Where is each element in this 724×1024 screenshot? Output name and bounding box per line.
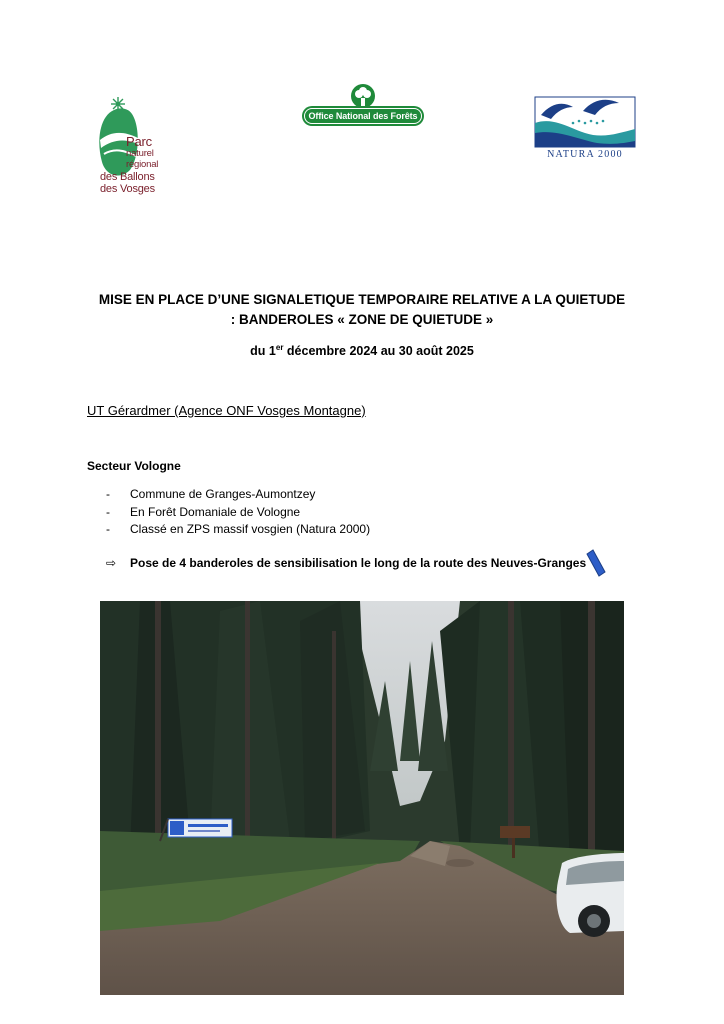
list-item [106, 521, 370, 539]
document-title [70, 290, 654, 330]
parc-name-line1: Parc [126, 134, 152, 149]
list-item-text: Classé en ZPS massif vosgien (Natura 2000) [130, 522, 371, 536]
title-line1: MISE EN PLACE D’UNE SIGNALETIQUE TEMPORAIRE RELATIVE A LA QUIETUDE [98, 292, 626, 307]
date-range [70, 344, 654, 358]
parc-name-line5: des Vosges [100, 182, 155, 195]
date-suffix: décembre 2024 au 30 août 2025 [283, 344, 474, 358]
onf-logo [302, 84, 424, 134]
parc-name-line3: régional [126, 159, 159, 170]
arrow-right-icon: ⇨ [106, 556, 117, 570]
list-dash: - [106, 522, 110, 536]
natura2000-logo [533, 93, 637, 165]
agency-heading: UT Gérardmer (Agence ONF Vosges Montagne) [87, 403, 366, 418]
list-item-text: En Forêt Domaniale de Vologne [130, 504, 301, 519]
sector-title: Secteur Vologne [87, 459, 181, 473]
date-ordinal: er [275, 343, 284, 352]
list-item [106, 486, 370, 504]
action-line [106, 556, 586, 570]
list-item-text: Commune de Granges-Aumontzey [130, 487, 316, 501]
banner-marker-icon [584, 548, 608, 578]
parc-name-line2: naturel [126, 147, 154, 159]
natura-name: NATURA 2000 [547, 149, 623, 160]
list-dash: - [106, 504, 110, 519]
parc-logo [96, 96, 176, 206]
onf-name: Office National des Forêts [302, 106, 424, 126]
action-text: Pose de 4 banderoles de sensibilisation le long de la route des Neuves-Granges [130, 556, 587, 570]
title-line2: : BANDEROLES « ZONE DE QUIETUDE » [230, 312, 494, 327]
list-item [106, 504, 370, 522]
natura-birds-icon [533, 93, 637, 149]
date-prefix: du 1 [250, 344, 276, 358]
list-dash: - [106, 487, 110, 501]
forest-road-photo [100, 601, 624, 995]
parc-name-line4: des Ballons [100, 171, 155, 183]
sector-list [106, 486, 370, 539]
